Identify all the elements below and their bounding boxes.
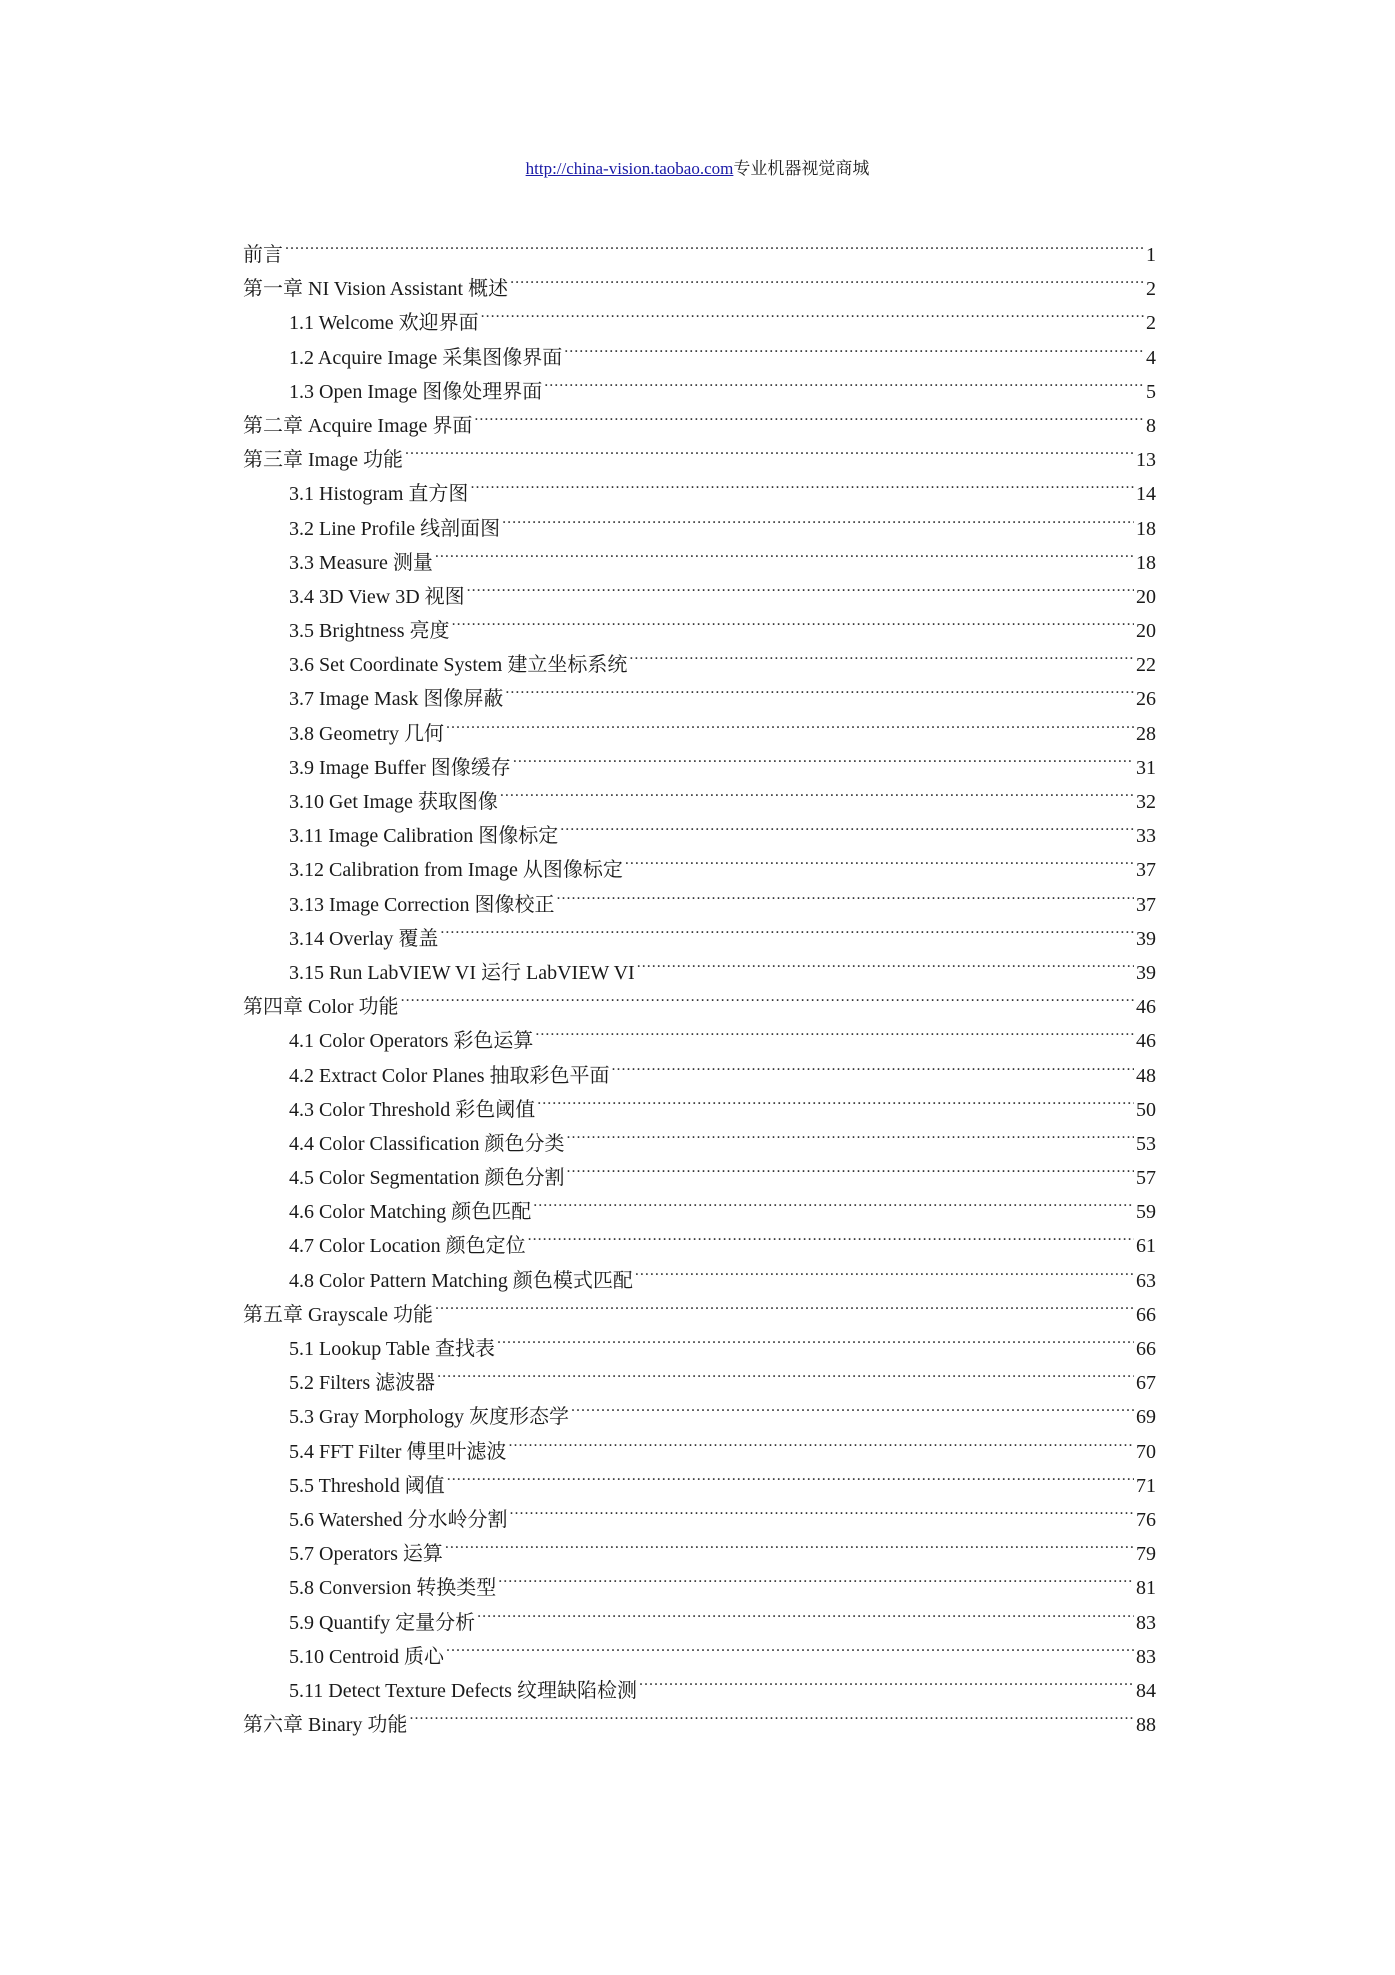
toc-entry-title: 5.1 Lookup Table 查找表 xyxy=(289,1338,495,1360)
toc-entry-title: 4.7 Color Location 颜色定位 xyxy=(289,1235,526,1258)
toc-entry-title: 5.9 Quantify 定量分析 xyxy=(289,1611,476,1634)
toc-leader-dots xyxy=(533,1184,1134,1218)
toc-entry-title: 3.1 Histogram 直方图 xyxy=(289,483,469,506)
toc-leader-dots xyxy=(637,945,1134,979)
toc-leader-dots xyxy=(571,1389,1134,1423)
toc-entry-title: 4.6 Color Matching 颜色匹配 xyxy=(289,1201,532,1224)
toc-leader-dots xyxy=(435,1287,1134,1321)
toc-leader-dots xyxy=(567,1150,1134,1184)
toc-page-number: 83 xyxy=(1136,1645,1156,1668)
toc-entry-title: 3.11 Image Calibration 图像标定 xyxy=(289,825,559,848)
toc-leader-dots xyxy=(537,1082,1134,1116)
toc-page-number: 57 xyxy=(1136,1167,1156,1190)
toc-entry-title: 3.4 3D View 3D 视图 xyxy=(289,585,465,608)
toc-entry-title: 第三章 Image 功能 xyxy=(243,449,403,472)
toc-entry-title: 第六章 Binary 功能 xyxy=(243,1714,408,1737)
toc-leader-dots xyxy=(405,432,1134,466)
toc-leader-dots xyxy=(285,227,1144,261)
toc-page-number: 18 xyxy=(1136,517,1156,540)
toc-page-number: 81 xyxy=(1136,1577,1156,1600)
toc-leader-dots xyxy=(467,569,1134,603)
toc-entry-title: 3.10 Get Image 获取图像 xyxy=(289,791,498,813)
toc-entry-title: 第二章 Acquire Image 界面 xyxy=(243,414,473,437)
toc-page-number: 69 xyxy=(1136,1406,1156,1429)
toc-entry-title: 3.5 Brightness 亮度 xyxy=(289,620,450,643)
toc-page-number: 46 xyxy=(1136,1030,1156,1053)
toc-entry-title: 5.4 FFT Filter 傅里叶滤波 xyxy=(289,1440,507,1463)
toc-entry-title: 4.1 Color Operators 彩色运算 xyxy=(289,1030,534,1053)
toc-page-number: 31 xyxy=(1136,756,1156,779)
toc-leader-dots xyxy=(470,466,1134,500)
toc-page-number: 37 xyxy=(1136,859,1156,882)
toc-page-number: 53 xyxy=(1136,1132,1156,1155)
toc-leader-dots xyxy=(510,1492,1134,1526)
toc-leader-dots xyxy=(625,842,1134,876)
toc-leader-dots xyxy=(500,774,1134,808)
toc-leader-dots xyxy=(567,1116,1134,1150)
toc-entry-title: 5.10 Centroid 质心 xyxy=(289,1645,444,1668)
toc-entry-title: 3.6 Set Coordinate System 建立坐标系统 xyxy=(289,654,628,677)
toc-entry-title: 1.1 Welcome 欢迎界面 xyxy=(289,312,479,335)
toc-page-number: 66 xyxy=(1136,1338,1156,1360)
toc-chapter-entry[interactable] xyxy=(243,227,1156,266)
toc-leader-dots xyxy=(629,637,1134,671)
toc-leader-dots xyxy=(513,740,1134,774)
toc-leader-dots xyxy=(452,603,1134,637)
toc-leader-dots xyxy=(446,706,1134,740)
toc-page-number: 4 xyxy=(1146,346,1156,369)
toc-entry-title: 第一章 NI Vision Assistant 概述 xyxy=(243,278,509,301)
toc-page-number: 67 xyxy=(1136,1372,1156,1395)
toc-leader-dots xyxy=(508,1424,1134,1458)
toc-leader-dots xyxy=(474,398,1144,432)
toc-leader-dots xyxy=(564,330,1144,364)
toc-entry-title: 4.2 Extract Color Planes 抽取彩色平面 xyxy=(289,1064,610,1087)
toc-leader-dots xyxy=(435,535,1134,569)
toc-leader-dots xyxy=(639,1663,1134,1697)
toc-entry-title: 5.2 Filters 滤波器 xyxy=(289,1372,436,1395)
toc-page-number: 37 xyxy=(1136,893,1156,916)
toc-leader-dots xyxy=(447,1458,1134,1492)
toc-leader-dots xyxy=(409,1697,1134,1731)
toc-entry-title: 4.5 Color Segmentation 颜色分割 xyxy=(289,1167,565,1190)
toc-entry-title: 3.8 Geometry 几何 xyxy=(289,722,444,745)
toc-leader-dots xyxy=(445,1526,1134,1560)
toc-page-number: 33 xyxy=(1136,825,1156,848)
toc-leader-dots xyxy=(635,1253,1134,1287)
toc-page-number: 63 xyxy=(1136,1269,1156,1292)
toc-entry-title: 前言 xyxy=(243,244,283,266)
toc-leader-dots xyxy=(437,1355,1134,1389)
toc-entry-title: 1.2 Acquire Image 采集图像界面 xyxy=(289,346,563,369)
toc-page-number: 2 xyxy=(1146,312,1156,335)
toc-entry-title: 4.3 Color Threshold 彩色阈值 xyxy=(289,1098,536,1121)
toc-page-number: 5 xyxy=(1146,380,1156,403)
toc-entry-title: 3.14 Overlay 覆盖 xyxy=(289,927,439,950)
toc-page-number: 1 xyxy=(1146,244,1156,266)
toc-page-number: 61 xyxy=(1136,1235,1156,1258)
toc-leader-dots xyxy=(481,295,1144,329)
toc-entry-title: 第四章 Color 功能 xyxy=(243,996,399,1019)
toc-leader-dots xyxy=(446,1629,1134,1663)
toc-page-number: 28 xyxy=(1136,722,1156,745)
site-name: 专业机器视觉商城 xyxy=(733,159,870,178)
toc-page-number: 88 xyxy=(1136,1714,1156,1737)
toc-page-number: 66 xyxy=(1136,1303,1156,1326)
toc-page-number: 14 xyxy=(1136,483,1156,506)
toc-leader-dots xyxy=(557,877,1135,911)
toc-page-number: 8 xyxy=(1146,414,1156,437)
store-url-link[interactable]: http://china-vision.taobao.com xyxy=(525,159,734,178)
toc-entry-title: 3.3 Measure 测量 xyxy=(289,551,433,574)
toc-leader-dots xyxy=(612,1048,1134,1082)
toc-entry-title: 5.3 Gray Morphology 灰度形态学 xyxy=(289,1406,569,1429)
toc-leader-dots xyxy=(401,979,1134,1013)
toc-page-number: 20 xyxy=(1136,585,1156,608)
toc-page-number: 20 xyxy=(1136,620,1156,643)
toc-entry-title: 5.11 Detect Texture Defects 纹理缺陷检测 xyxy=(289,1679,637,1702)
toc-page-number: 76 xyxy=(1136,1508,1156,1531)
toc-leader-dots xyxy=(535,1013,1134,1047)
toc-page-number: 32 xyxy=(1136,791,1156,813)
page-header xyxy=(0,158,1395,180)
toc-entry-title: 5.7 Operators 运算 xyxy=(289,1543,443,1566)
toc-entry-title: 5.6 Watershed 分水岭分割 xyxy=(289,1508,508,1531)
toc-page-number: 50 xyxy=(1136,1098,1156,1121)
toc-page-number: 83 xyxy=(1136,1611,1156,1634)
toc-leader-dots xyxy=(440,911,1134,945)
toc-leader-dots xyxy=(502,501,1134,535)
toc-entry-title: 1.3 Open Image 图像处理界面 xyxy=(289,380,543,403)
toc-page-number: 59 xyxy=(1136,1201,1156,1224)
toc-leader-dots xyxy=(505,671,1134,705)
toc-entry-title: 3.9 Image Buffer 图像缓存 xyxy=(289,756,511,779)
toc-leader-dots xyxy=(560,808,1134,842)
toc-leader-dots xyxy=(497,1321,1134,1355)
toc-entry-title: 3.2 Line Profile 线剖面图 xyxy=(289,517,501,540)
toc-page-number: 46 xyxy=(1136,996,1156,1019)
toc-page-number: 39 xyxy=(1136,961,1156,984)
toc-page-number: 70 xyxy=(1136,1440,1156,1463)
toc-entry-title: 3.12 Calibration from Image 从图像标定 xyxy=(289,859,623,882)
toc-entry-title: 5.8 Conversion 转换类型 xyxy=(289,1577,497,1600)
toc-page-number: 26 xyxy=(1136,688,1156,711)
toc-page-number: 18 xyxy=(1136,551,1156,574)
table-of-contents xyxy=(243,227,1156,1737)
toc-leader-dots xyxy=(510,261,1144,295)
toc-leader-dots xyxy=(477,1595,1134,1629)
toc-leader-dots xyxy=(528,1218,1134,1252)
toc-entry-title: 第五章 Grayscale 功能 xyxy=(243,1303,433,1326)
toc-page-number: 39 xyxy=(1136,927,1156,950)
toc-entry-title: 3.15 Run LabVIEW VI 运行 LabVIEW VI xyxy=(289,961,635,984)
toc-page-number: 48 xyxy=(1136,1064,1156,1087)
toc-chapter-entry[interactable] xyxy=(243,261,1156,301)
toc-leader-dots xyxy=(498,1560,1134,1594)
toc-leader-dots xyxy=(544,364,1144,398)
toc-page-number: 84 xyxy=(1136,1679,1156,1702)
toc-page-number: 71 xyxy=(1136,1474,1156,1497)
toc-page-number: 22 xyxy=(1136,654,1156,677)
toc-entry-title: 5.5 Threshold 阈值 xyxy=(289,1474,445,1497)
toc-entry-title: 4.8 Color Pattern Matching 颜色模式匹配 xyxy=(289,1269,633,1292)
toc-page-number: 2 xyxy=(1146,278,1156,301)
toc-entry-title: 4.4 Color Classification 颜色分类 xyxy=(289,1132,565,1155)
toc-page-number: 79 xyxy=(1136,1543,1156,1566)
toc-entry-title: 3.7 Image Mask 图像屏蔽 xyxy=(289,688,504,711)
toc-entry-title: 3.13 Image Correction 图像校正 xyxy=(289,893,555,916)
toc-page-number: 13 xyxy=(1136,449,1156,472)
